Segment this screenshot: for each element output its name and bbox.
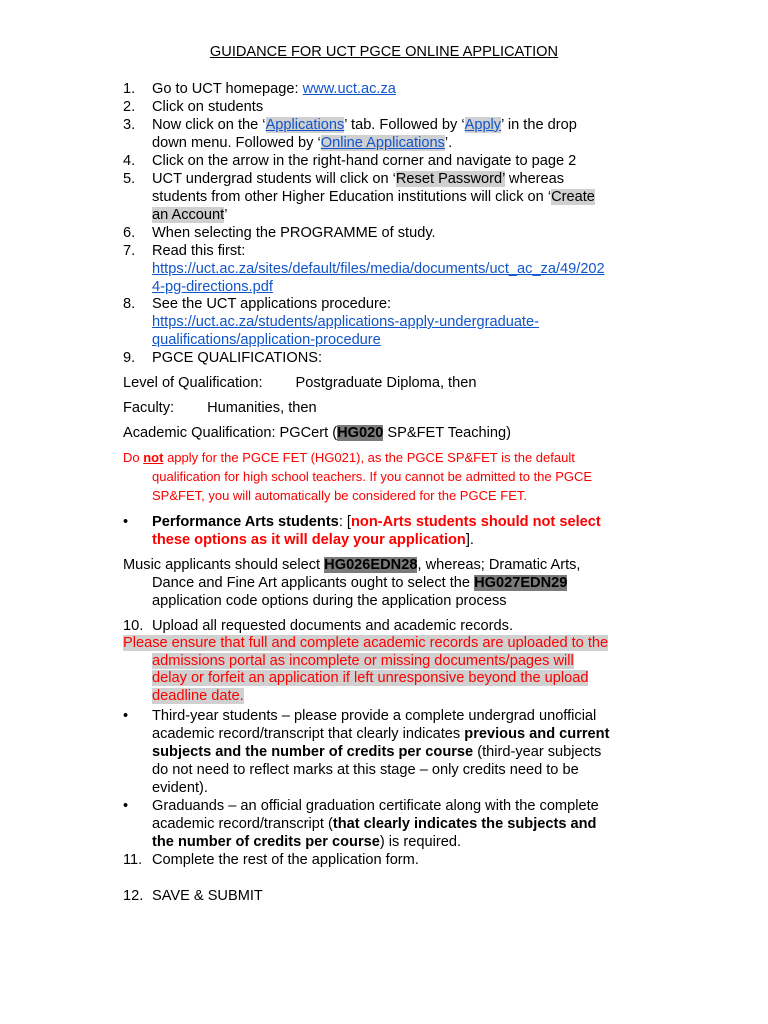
music-text: , whereas; Dramatic Arts, [417,557,581,573]
create-account-highlight: an Account [152,207,225,223]
records-warning [123,635,643,705]
faculty [123,399,317,417]
step-number: 10. [123,618,144,634]
apply-link[interactable]: Apply [464,117,502,133]
step-text: When selecting the PROGRAMME of study. [152,225,436,241]
warning-text: Do [123,450,144,465]
step-text: PGCE QUALIFICATIONS: [152,350,323,366]
level-of-qualification [123,374,476,392]
music-text: Dance and Fine Art applicants ought to select the [152,575,475,591]
step-text: UCT undergrad students will click on ‘ [152,171,396,187]
code-highlight: HG020 [337,425,384,441]
step-text: Read this first: [152,243,246,259]
grad-text: academic record/transcript ( [152,816,333,832]
third-text: academic record/transcript that clearly indicates [152,726,465,742]
reset-password-highlight: Reset Password’ [395,171,505,187]
warning-note [123,448,643,505]
step-text: See the UCT applications procedure: [152,296,392,312]
records-warning-text: delay or forfeit an application if left unresponsive beyond the upload [152,670,589,686]
pg-directions-link[interactable]: 4-pg-directions.pdf [152,279,273,295]
step-number: 7. [123,243,136,259]
step-text: students from other Higher Education institutions will click on ‘ [152,189,552,205]
step-text: Complete the rest of the application form. [152,852,419,868]
step-number: 4. [123,153,136,169]
step-number: 3. [123,117,136,133]
music-applicants [123,556,643,610]
third-text: (third-year subjects [473,744,602,760]
faculty-value: Humanities, then [207,400,317,416]
music-text: Music applicants should select [123,557,325,573]
perf-red: non-Arts students should not select [350,514,601,530]
pg-directions-link[interactable]: https://uct.ac.za/sites/default/files/media/documents/uct_ac_za/49/202 [152,261,605,277]
level-label: Level of Qualification: [123,375,263,391]
step-text: ’ tab. Followed by ‘ [344,117,465,133]
step-number: 1. [123,81,136,97]
application-procedure-link[interactable]: https://uct.ac.za/students/applications-apply-undergraduate- [152,314,539,330]
step-number: 11. [123,852,143,868]
online-applications-link[interactable]: Online Applications [320,135,445,151]
perf-sep: : [ [338,514,351,530]
music-text: application code options during the application process [152,593,507,609]
faculty-label: Faculty: [123,400,175,416]
level-value: Postgraduate Diploma, then [295,375,477,391]
step-text: ’ in the drop [501,117,577,133]
warning-text: qualification for high school teachers. If you cannot be admitted to the PGCE [152,469,593,484]
step-text: Click on students [152,99,264,115]
step-text: Click on the arrow in the right-hand corner and navigate to page 2 [152,153,577,169]
step-text: Upload all requested documents and academic records. [152,618,513,634]
uct-homepage-link[interactable]: www.uct.ac.za [302,81,396,97]
warning-not: not [143,450,164,465]
perf-bold: Performance Arts students [152,514,339,530]
code-highlight: HG026EDN28 [324,557,418,573]
warning-text: SP&FET, you will automatically be considered for the PGCE FET. [152,488,527,503]
records-warning-text: admissions portal as incomplete or missing documents/pages will [152,652,574,669]
academic-text: SP&FET Teaching) [383,425,511,441]
bullet-dot: • [123,514,129,530]
page-title: GUIDANCE FOR UCT PGCE ONLINE APPLICATION [209,44,559,60]
application-procedure-link[interactable]: qualifications/application-procedure [152,332,381,348]
step-text: whereas [504,171,565,187]
perf-red: these options as it will delay your application [152,532,466,548]
academic-qualification [123,424,511,442]
academic-text: Academic Qualification: PGCert ( [123,425,338,441]
create-account-highlight: Create [551,189,595,205]
bullet-dot: • [123,798,129,814]
third-text: Third-year students – please provide a complete undergrad unofficial [152,708,597,724]
warning-text: apply for the PGCE FET (HG021), as the PGCE SP&FET is the default [163,450,575,465]
third-bold: subjects and the number of credits per course [152,744,474,760]
step-number: 12. [123,888,144,904]
grad-text: ) is required. [379,834,461,850]
third-bold: previous and current [464,726,610,742]
grad-bold: the number of credits per course [152,834,380,850]
records-warning-text: deadline date. [152,687,244,704]
step-text: Go to UCT homepage: [152,81,303,97]
step-text: Now click on the ‘ [152,117,266,133]
grad-text: Graduands – an official graduation certificate along with the complete [152,798,599,814]
step-number: 8. [123,296,136,312]
grad-bold: that clearly indicates the subjects and [332,816,597,832]
step-text: SAVE & SUBMIT [152,888,263,904]
step-number: 6. [123,225,136,241]
step-text: ’. [444,135,453,151]
step-number: 9. [123,350,136,366]
perf-end: ]. [465,532,474,548]
records-warning-text: Please ensure that full and complete academic records are uploaded to the [123,635,609,651]
step-text: down menu. Followed by ‘ [152,135,321,151]
applications-link[interactable]: Applications [265,117,345,133]
third-text: evident). [152,780,208,796]
bullet-dot: • [123,708,129,724]
step-number: 5. [123,171,136,187]
third-text: do not need to reflect marks at this stage – only credits need to be [152,762,579,778]
step-text: ’ [224,207,228,223]
code-highlight: HG027EDN29 [474,575,568,591]
step-number: 2. [123,99,136,115]
